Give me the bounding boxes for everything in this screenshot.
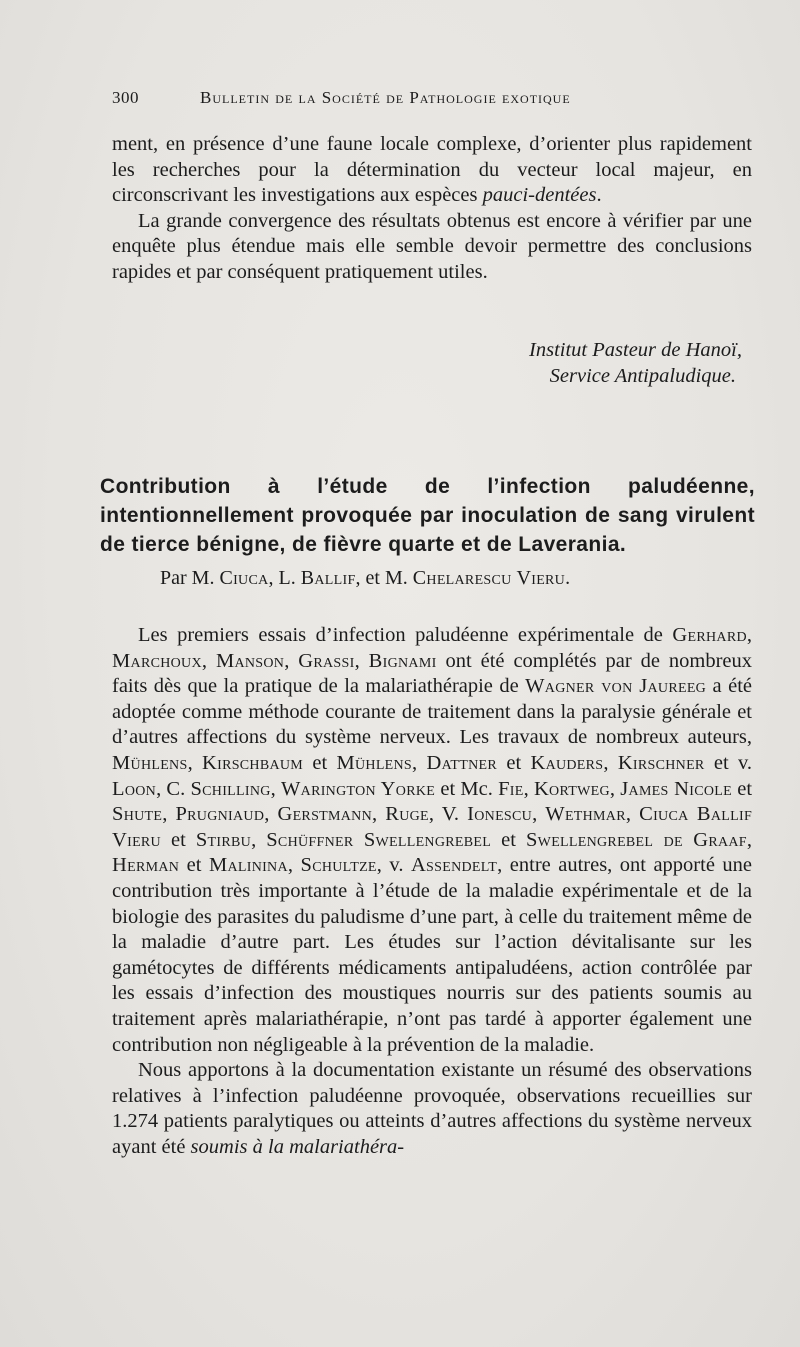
italic-text: pauci-dentées	[482, 184, 597, 207]
text-run: et	[179, 854, 209, 877]
author-name: Ballif	[300, 567, 356, 589]
author-name: Chelarescu Vieru	[412, 567, 566, 589]
author-name: Ciuca	[219, 567, 269, 589]
text-run: ,	[412, 751, 427, 774]
text-run: , v.	[376, 854, 411, 877]
signature-service: Service Antipaludique.	[549, 365, 736, 387]
author-name: Shute	[112, 803, 163, 826]
text-run: ,	[746, 624, 752, 646]
author-name: Kirschner	[617, 751, 705, 774]
text-run: , et M.	[355, 567, 413, 589]
author-name: Wagner von Jaureeg	[525, 675, 707, 698]
text-run: ont été complétés par de nombreux faits dès que la pratique de la malariathérapie de	[112, 649, 753, 698]
text-run: Par M.	[160, 567, 220, 589]
author-name: Mühlens	[112, 751, 188, 774]
text-run: ,	[746, 828, 752, 851]
author-name: Kauders	[530, 751, 604, 774]
text-run: et	[491, 828, 526, 851]
paragraph: La grande convergence des résultats obtenus est encore à vérifier par une enquête plus étendue mais elle semble devoir permettre des conclusions rapides et par conséquent pratiquement utiles.	[112, 209, 752, 283]
article-title: Contribution à l’étude de l’infection paludéenne, intentionnellement provoquée par inoculation de sang virulent de tierce bénigne, de fièvre quarte et de Laverania.	[100, 475, 755, 556]
author-name: Ionescu	[467, 803, 533, 826]
text-run: Nous apportons à la documentation existante un résumé des observations relatives à l’infection paludéenne provoquée, observations recueillies sur 1.274 patients paralytiques ou atteints d’autres affections du système nerveux ayant été	[112, 1059, 752, 1158]
author-name: Herman	[112, 854, 180, 877]
signature-institute: Institut Pasteur de Hanoï,	[529, 339, 742, 361]
text-run: ,	[603, 751, 618, 774]
text-run: et	[497, 751, 531, 774]
author-name: Wethmar	[545, 803, 626, 826]
text-run: ,	[162, 803, 176, 826]
author-name: Schüffner Swellengrebel	[266, 828, 492, 851]
text-run: ,	[287, 854, 301, 877]
page-header	[112, 88, 692, 116]
author-name: Mühlens	[336, 751, 413, 774]
author-name: Stirbu	[195, 828, 252, 851]
text-run: ment, en présence d’une faune locale complexe, d’orienter plus rapidement les recherches pour la détermination du vecteur local majeur, en circonscrivant les investigations aux espèces	[112, 133, 752, 207]
text-run: ,	[354, 649, 369, 672]
text-run: Les premiers essais d’infection paludéenne expérimentale de	[138, 624, 673, 646]
text-run: et	[160, 828, 196, 851]
text-run: ,	[523, 777, 534, 800]
text-run: ,	[270, 777, 282, 800]
author-name: Schilling	[190, 777, 271, 800]
author-name: Bignami	[368, 649, 437, 672]
article-authors	[160, 565, 700, 591]
author-name: Malinina	[208, 854, 288, 877]
text-run: ,	[284, 649, 299, 672]
text-run: , C.	[156, 777, 191, 800]
author-name: Dattner	[426, 751, 498, 774]
page-number: 300	[112, 88, 139, 107]
text-run: ,	[371, 803, 386, 826]
text-run: , entre autres, ont apporté une contribution très importante à l’étude de la maladie expérimentale et de la biologie des parasites du paludisme d’une part, à celle du traitement même de la maladie d’autre part. Les études sur l’action dévitalisante sur les gamétocytes de différents médicaments antipaludéens, action contrôlée par les essais d’infection des moustiques nourris sur des patients soumis au traitement après malariathérapie, n’ont pas tardé à apporter également une contribution non négligeable à la prévention de la maladie.	[112, 854, 753, 1056]
author-name: James Nicole	[620, 777, 732, 800]
text-run: ,	[251, 828, 267, 851]
running-title: Bulletin de la Société de Pathologie exotique	[200, 88, 571, 107]
author-name: Marchoux	[112, 649, 202, 672]
author-name: Schultze	[300, 854, 377, 877]
text-run: ,	[264, 803, 278, 826]
article-body	[112, 623, 752, 1160]
text-run: .	[565, 567, 571, 589]
author-name: Swellengrebel de Graaf	[525, 828, 747, 851]
author-name: Gerstmann	[277, 803, 372, 826]
text-run: ,	[187, 751, 202, 774]
paragraph	[112, 1058, 752, 1160]
author-name: Loon	[112, 777, 157, 800]
author-name: Assendelt	[410, 854, 498, 877]
text-run: ,	[609, 777, 621, 800]
author-name: Kortweg	[533, 777, 610, 800]
paragraph	[112, 132, 752, 209]
author-name: Ruge	[385, 803, 429, 826]
continuation-text	[112, 132, 752, 286]
text-run: , L.	[268, 567, 301, 589]
text-run: et	[303, 751, 337, 774]
author-name: Manson	[215, 649, 285, 672]
text-run: ,	[625, 803, 640, 826]
text-run: et	[731, 777, 753, 800]
author-name: Prugniaud	[175, 803, 265, 826]
text-run: a été adoptée comme méthode courante de traitement dans la paralysie générale et d’autres affections du système nerveux. Les travaux de nombreux auteurs,	[112, 675, 752, 749]
text-run: et v.	[704, 751, 753, 774]
text-run: et Mc.	[435, 777, 499, 800]
text-run: ,	[201, 649, 216, 672]
author-name: Ciuca Ballif Vieru	[112, 803, 753, 851]
text-run: .	[596, 184, 602, 207]
italic-text: soumis à la malariathéra-	[190, 1135, 405, 1158]
author-name: Fie	[498, 777, 524, 800]
author-name: Kirschbaum	[202, 751, 304, 774]
author-name: Gerhard	[672, 624, 747, 646]
author-name: Warington Yorke	[281, 777, 436, 800]
paragraph	[112, 623, 752, 1058]
text-run: , V.	[428, 803, 468, 826]
text-run: ,	[532, 803, 546, 826]
author-name: Grassi	[298, 649, 355, 672]
